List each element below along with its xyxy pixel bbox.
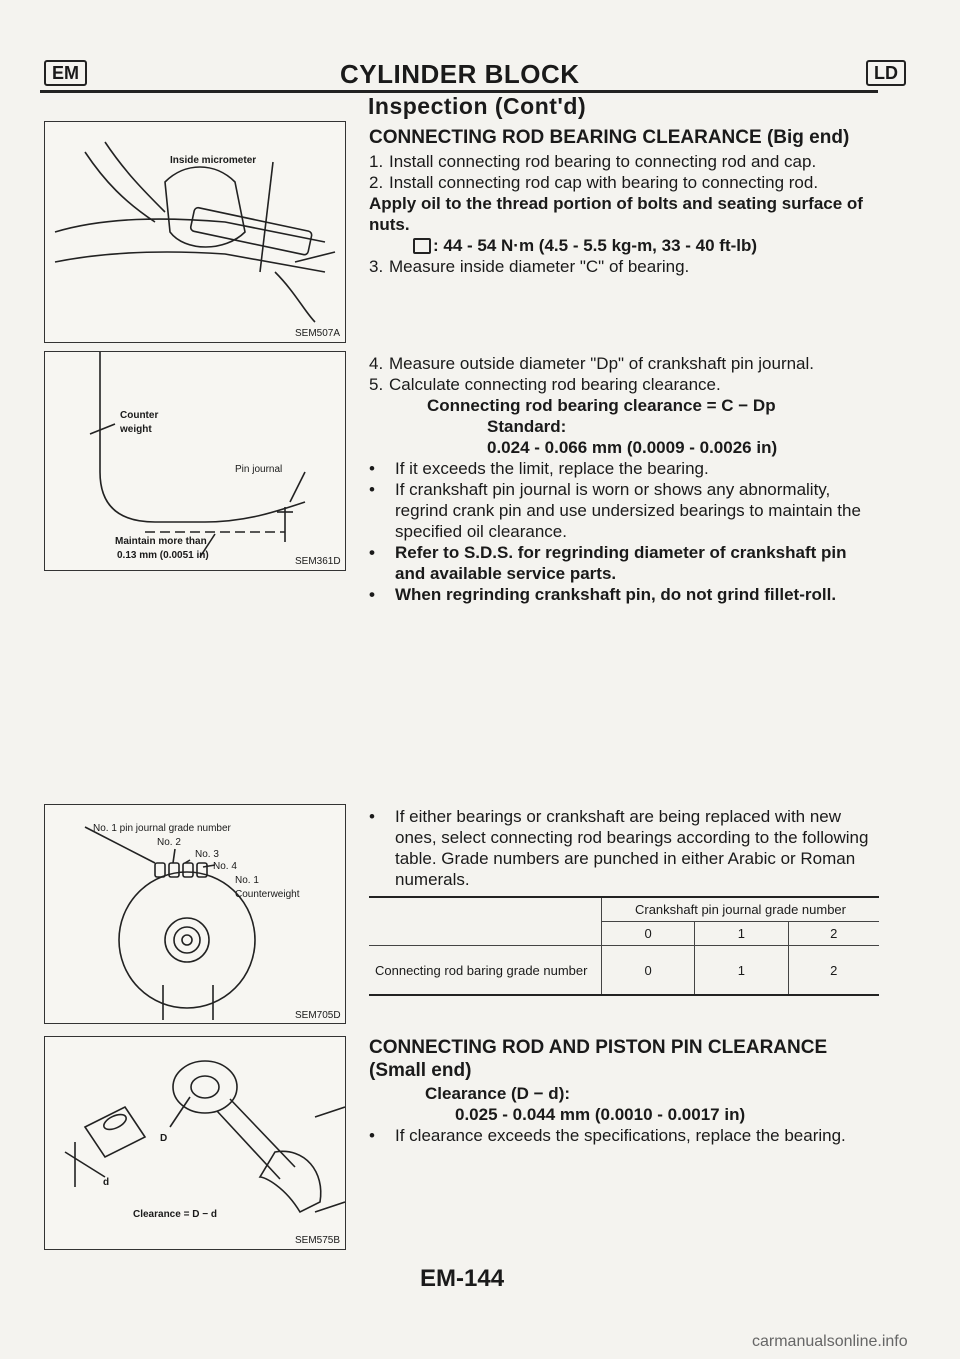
bullet-text: If crankshaft pin journal is worn or shows any abnormality, regrind crank pin and use undersized bearings to maintain the specified oil clearance.: [395, 480, 861, 541]
row-grade-1: 1: [695, 946, 788, 996]
heading-big-end: CONNECTING ROD BEARING CLEARANCE (Big end): [369, 127, 850, 148]
label-no3: No. 3: [195, 849, 219, 860]
figure-inside-micrometer: [44, 121, 346, 343]
step-5: 5. Calculate connecting rod bearing clearance.: [369, 375, 721, 394]
label-pin-journal: Pin journal: [235, 464, 283, 475]
clearance-label: Clearance (D − d):: [425, 1084, 571, 1103]
section-badge-em: EM: [44, 60, 87, 86]
step-1-text: Install connecting rod bearing to connecting rod and cap.: [389, 152, 817, 171]
label-no4: No. 4: [213, 861, 237, 872]
torque-wrench-icon: [413, 238, 431, 254]
clearance-value: 0.025 - 0.044 mm (0.0010 - 0.0017 in): [455, 1105, 746, 1124]
label-pin-grade: No. 1 pin journal grade number: [93, 823, 231, 834]
step-4: 4. Measure outside diameter "Dp" of crankshaft pin journal.: [369, 354, 815, 373]
col-grade-2: 2: [788, 922, 879, 946]
bullet-grade-intro: • If either bearings or crankshaft are being replaced with new ones, select connecting rod bearings according to the following table. Grade numbers are punched in either Arabic or Roman numerals.: [369, 806, 879, 890]
col-grade-1: 1: [695, 922, 788, 946]
figure-code: SEM361D: [295, 556, 341, 567]
bullet-text: When regrinding crankshaft pin, do not grind fillet-roll.: [395, 585, 837, 604]
torque-value: : 44 - 54 N·m (4.5 - 5.5 kg-m, 33 - 40 ft-lb): [433, 236, 758, 255]
label-weight: weight: [120, 424, 152, 435]
table-row: [369, 946, 879, 996]
label-d-big: D: [160, 1133, 168, 1144]
table-empty-cell: [369, 897, 602, 946]
steps-1-3: [369, 151, 879, 277]
header-crankshaft-grade: Crankshaft pin journal grade number: [602, 897, 880, 922]
step-2: 2. Install connecting rod cap with bearing to connecting rod.: [369, 173, 819, 192]
standard-value: 0.024 - 0.066 mm (0.0009 - 0.0026 in): [487, 438, 778, 457]
bearing-grade-table: [369, 896, 879, 996]
figure-code: SEM575B: [295, 1235, 341, 1246]
label-clearance-formula: Clearance = D − d: [133, 1209, 217, 1220]
figure-code: SEM705D: [295, 1010, 341, 1021]
row-grade-0: 0: [602, 946, 695, 996]
figure-grade-numbers: [44, 804, 346, 1024]
label-d-small: d: [103, 1177, 110, 1188]
bullet-text: If either bearings or crankshaft are being replaced with new ones, select connecting rod bearings according to the following table. Grade numbers are punched in either Arabic or Roman numerals.: [395, 807, 869, 889]
watermark-text: carmanualsonline.info: [752, 1333, 908, 1350]
step-2-text: Install connecting rod cap with bearing to connecting rod.: [389, 173, 819, 192]
engine-badge-ld: LD: [866, 60, 906, 86]
page-number: EM-144: [420, 1265, 505, 1292]
heading-small-end: CONNECTING ROD AND PISTON PIN CLEARANCE (Small end): [369, 1037, 828, 1081]
label-counterweight: Counterweight: [235, 889, 300, 900]
warning-apply-oil: Apply oil to the thread portion of bolts and seating surface of nuts.: [369, 194, 863, 234]
label-no2: No. 2: [157, 837, 181, 848]
section-subtitle: Inspection (Cont'd): [368, 93, 587, 119]
figure-fillet-roll: [44, 351, 346, 571]
bullet-regrind: • If crankshaft pin journal is worn or shows any abnormality, regrind crank pin and use undersized bearings to maintain the specified oil clearance.: [369, 479, 879, 542]
bullet-text: Refer to S.D.S. for regrinding diameter of crankshaft pin and available service parts.: [395, 543, 847, 583]
step-5-text: Calculate connecting rod bearing clearance.: [389, 375, 721, 394]
figure-code: SEM507A: [295, 328, 341, 339]
step-1: 1. Install connecting rod bearing to connecting rod and cap.: [369, 152, 817, 171]
figure-small-end: [44, 1036, 346, 1250]
formula-clearance: Connecting rod bearing clearance = C − Dp: [427, 396, 776, 415]
bullet-fillet-roll: • When regrinding crankshaft pin, do not grind fillet-roll.: [369, 585, 837, 604]
label-no1: No. 1: [235, 875, 259, 886]
torque-spec: [369, 235, 879, 256]
row-grade-2: 2: [788, 946, 879, 996]
col-grade-0: 0: [602, 922, 695, 946]
row-label-bearing-grade: Connecting rod baring grade number: [369, 946, 602, 996]
crankshaft-grade-illustration: [45, 805, 345, 1023]
step-3: 3. Measure inside diameter "C" of bearing.: [369, 257, 690, 276]
step-4-text: Measure outside diameter "Dp" of crankshaft pin journal.: [389, 354, 815, 373]
label-maintain: Maintain more than: [115, 536, 207, 547]
steps-4-5: [369, 353, 879, 605]
grade-intro: [369, 806, 879, 890]
bullet-refer-sds: • Refer to S.D.S. for regrinding diameter of crankshaft pin and available service parts.: [369, 542, 879, 584]
step-3-text: Measure inside diameter "C" of bearing.: [389, 257, 690, 276]
bullet-replace: • If it exceeds the limit, replace the bearing.: [369, 459, 709, 478]
standard-label: Standard:: [487, 417, 567, 436]
label-counter: Counter: [120, 410, 159, 421]
bullet-replace-bearing: • If clearance exceeds the specifications, replace the bearing.: [369, 1126, 846, 1145]
label-maintain-value: 0.13 mm (0.0051 in): [117, 550, 209, 561]
table-row: [369, 897, 879, 922]
small-end-spec: [369, 1083, 879, 1146]
page-title: CYLINDER BLOCK: [340, 59, 580, 89]
bullet-text: If it exceeds the limit, replace the bearing.: [395, 459, 709, 478]
label-inside-micrometer: Inside micrometer: [170, 155, 257, 166]
bullet-text: If clearance exceeds the specifications, replace the bearing.: [395, 1126, 846, 1145]
